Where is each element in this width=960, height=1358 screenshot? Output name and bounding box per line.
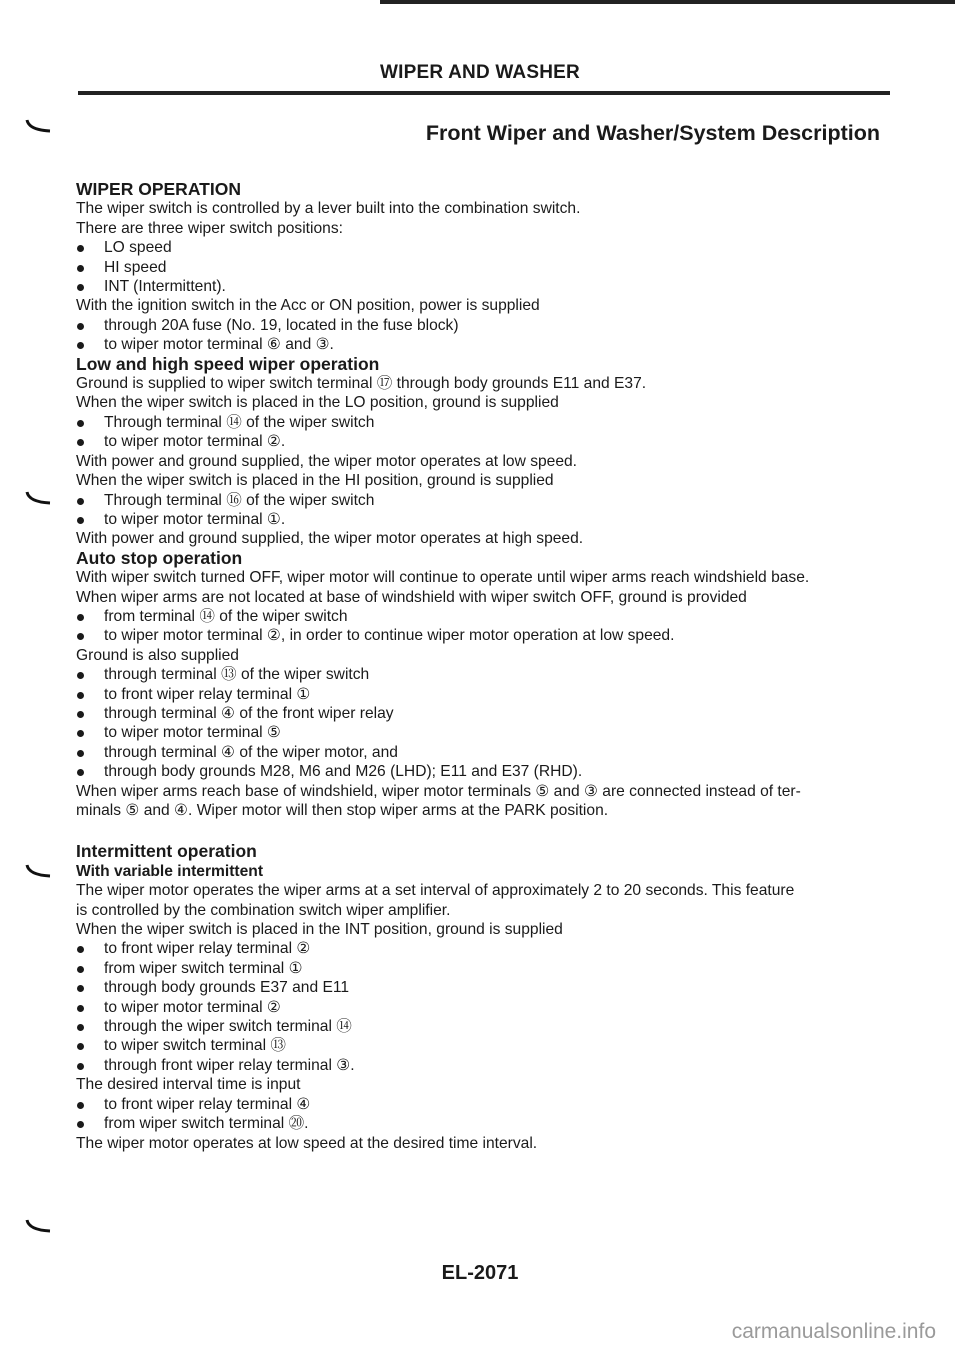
top-edge-line (380, 0, 955, 4)
revision-mark-icon (24, 118, 54, 138)
section-title-intermittent: Intermittent operation (76, 841, 257, 862)
text-line: With wiper switch turned OFF, wiper motor will continue to operate until wiper arms reach windshield base. (76, 569, 810, 587)
text-line: When the wiper switch is placed in the LO position, ground is supplied (76, 394, 559, 412)
bullet-item: through front wiper relay terminal ③. (76, 1056, 896, 1075)
text-line: The wiper switch is controlled by a lever built into the combination switch. (76, 200, 581, 218)
bullet-item: through body grounds E37 and E11 (76, 978, 896, 997)
bullet-item: through terminal ⑬ of the wiper switch (76, 665, 896, 684)
text-line: The wiper motor operates the wiper arms at a set interval of approximately 2 to 20 seconds. This feature (76, 882, 795, 900)
revision-mark-icon (24, 1218, 54, 1238)
bullet-item: to front wiper relay terminal ② (76, 939, 896, 958)
text-line: When wiper arms reach base of windshield, wiper motor terminals ⑤ and ③ are connected instead of ter- (76, 782, 801, 800)
bullet-item: to front wiper relay terminal ① (76, 685, 896, 704)
bullet-item: to wiper motor terminal ② (76, 998, 896, 1017)
bullet-item: to wiper motor terminal ⑤ (76, 723, 896, 742)
watermark: carmanualsonline.info (731, 1320, 936, 1343)
bullet-item: from wiper switch terminal ⑳. (76, 1114, 896, 1133)
bullet-item: Through terminal ⑭ of the wiper switch (76, 413, 896, 432)
text-line: is controlled by the combination switch wiper amplifier. (76, 901, 451, 919)
text-line: When the wiper switch is placed in the HI position, ground is supplied (76, 472, 554, 490)
section-title-auto-stop: Auto stop operation (76, 547, 243, 568)
bullet-item: to wiper motor terminal ①. (76, 510, 896, 529)
page-header: WIPER AND WASHER (380, 62, 580, 83)
bullet-item: to front wiper relay terminal ④ (76, 1095, 896, 1114)
section-title-low-high-speed: Low and high speed wiper operation (76, 353, 380, 374)
text-line: With the ignition switch in the Acc or ON position, power is supplied (76, 297, 540, 315)
subsection-title-variable-intermittent: With variable intermittent (76, 862, 264, 880)
bullet-item: through 20A fuse (No. 19, located in the fuse block) (76, 316, 896, 335)
bullet-item: through terminal ④ of the front wiper relay (76, 704, 896, 723)
header-rule (78, 91, 890, 95)
bullet-item: from wiper switch terminal ① (76, 959, 896, 978)
section-subtitle: Front Wiper and Washer/System Description (425, 121, 880, 145)
document-body (76, 180, 896, 1153)
bullet-item: from terminal ⑭ of the wiper switch (76, 607, 896, 626)
bullet-item: through terminal ④ of the wiper motor, and (76, 743, 896, 762)
bullet-item: HI speed (76, 258, 896, 277)
bullet-item: Through terminal ⑯ of the wiper switch (76, 491, 896, 510)
bullet-item: to wiper motor terminal ⑥ and ③. (76, 335, 896, 354)
text-line: The desired interval time is input (76, 1076, 301, 1094)
text-line: The wiper motor operates at low speed at the desired time interval. (76, 1134, 538, 1152)
bullet-item: through body grounds M28, M6 and M26 (LHD); E11 and E37 (RHD). (76, 762, 896, 781)
bullet-item: to wiper switch terminal ⑬ (76, 1036, 896, 1055)
bullet-item: to wiper motor terminal ②. (76, 432, 896, 451)
text-line: When the wiper switch is placed in the INT position, ground is supplied (76, 921, 563, 939)
bullet-item: LO speed (76, 238, 896, 257)
bullet-item: INT (Intermittent). (76, 277, 896, 296)
text-line: Ground is supplied to wiper switch terminal ⑰ through body grounds E11 and E37. (76, 375, 647, 393)
text-line: Ground is also supplied (76, 646, 239, 664)
revision-mark-icon (24, 490, 54, 510)
section-title-wiper-operation: WIPER OPERATION (76, 179, 241, 199)
revision-mark-icon (24, 863, 54, 883)
text-line: There are three wiper switch positions: (76, 219, 343, 237)
text-line: minals ⑤ and ④. Wiper motor will then stop wiper arms at the PARK position. (76, 802, 609, 819)
text-line: With power and ground supplied, the wiper motor operates at low speed. (76, 452, 578, 470)
page-number: EL-2071 (441, 1262, 519, 1284)
text-line: With power and ground supplied, the wiper motor operates at high speed. (76, 530, 584, 548)
bullet-item: through the wiper switch terminal ⑭ (76, 1017, 896, 1036)
bullet-item: to wiper motor terminal ②, in order to continue wiper motor operation at low speed. (76, 626, 896, 645)
text-line: When wiper arms are not located at base of windshield with wiper switch OFF, ground is provided (76, 588, 747, 606)
